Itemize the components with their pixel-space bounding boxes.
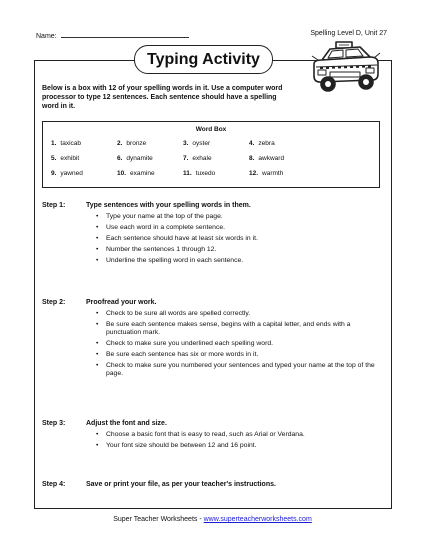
step-1-label: Step 1: (42, 202, 66, 209)
list-item: • Number the sentences 1 through 12. (96, 246, 217, 253)
step-1-bullets (96, 213, 384, 268)
step-3-bullets (96, 431, 384, 453)
list-item: • Type your name at the top of the page. (96, 213, 223, 220)
page-title: Typing Activity (134, 45, 273, 74)
list-item: • Use each word in a complete sentence. (96, 224, 226, 231)
list-item: • Underline the spelling word in each sentence. (96, 257, 244, 264)
list-item: • Be sure each sentence has six or more words in it. (96, 351, 259, 358)
name-label: Name: (36, 33, 57, 40)
list-item: • Check to make sure you underlined each spelling word. (96, 340, 273, 347)
name-field[interactable] (36, 30, 189, 40)
word-item: 3. oyster (183, 140, 211, 147)
word-item: 4. zebra (249, 140, 275, 147)
footer-text: Super Teacher Worksheets - (113, 516, 204, 523)
word-item: 9. yawned (51, 170, 83, 177)
intro-text: Below is a box with 12 of your spelling words in it. Use a computer word processor to type 12 sentences. Each sentence should have a spelling word in it. (42, 85, 283, 110)
footer (0, 516, 425, 523)
step-4-label: Step 4: (42, 481, 66, 488)
step-2-bullets (96, 310, 384, 381)
step-3-label: Step 3: (42, 420, 66, 427)
taxi-cab-icon (308, 36, 384, 98)
word-item: 12. warmth (249, 170, 284, 177)
word-item: 2. bronze (117, 140, 147, 147)
word-item: 8. awkward (249, 155, 285, 162)
list-item: • Choose a basic font that is easy to read, such as Arial or Verdana. (96, 431, 305, 438)
word-box-title: Word Box (195, 126, 227, 133)
word-item: 10. examine (117, 170, 155, 177)
name-blank-line[interactable] (61, 30, 189, 38)
list-item: • Be sure each sentence makes sense, begins with a capital letter, and ends with a punctuation mark. (96, 321, 351, 336)
level-label: Spelling Level D, Unit 27 (310, 30, 387, 37)
word-item: 1. taxicab (51, 140, 82, 147)
word-item: 7. exhale (183, 155, 212, 162)
step-2-label: Step 2: (42, 299, 66, 306)
step-1-title: Type sentences with your spelling words in them. (86, 202, 251, 209)
step-4-title: Save or print your file, as per your teacher's instructions. (86, 481, 276, 488)
list-item: • Check to be sure all words are spelled correctly. (96, 310, 251, 317)
word-item: 5. exhibit (51, 155, 80, 162)
list-item: • Check to make sure you numbered your sentences and typed your name at the top of the page. (96, 362, 375, 377)
list-item: • Your font size should be between 12 and 16 point. (96, 442, 257, 449)
step-2-title: Proofread your work. (86, 299, 157, 306)
word-item: 11. tuxedo (183, 170, 216, 177)
word-box (42, 121, 380, 188)
list-item: • Each sentence should have at least six words in it. (96, 235, 258, 242)
footer-link[interactable]: www.superteacherworksheets.com (203, 516, 312, 523)
word-item: 6. dynamite (117, 155, 153, 162)
step-3-title: Adjust the font and size. (86, 420, 167, 427)
